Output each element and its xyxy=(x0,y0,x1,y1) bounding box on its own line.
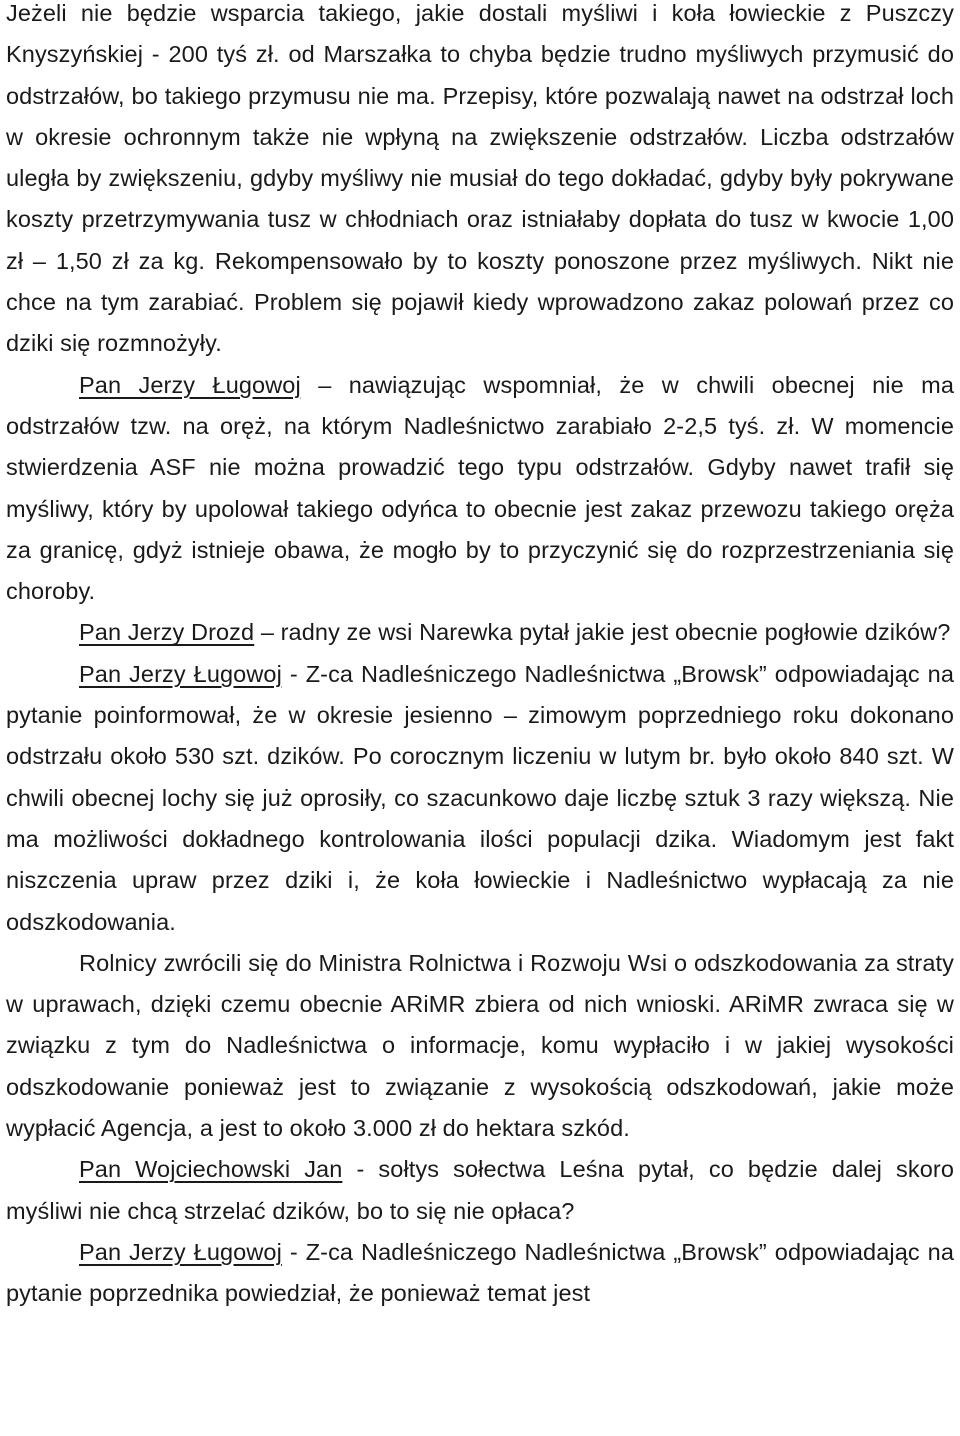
paragraph-lugowoj-statement xyxy=(6,365,954,613)
speaker-name: Pan Jerzy Ługowoj xyxy=(79,1238,282,1265)
paragraph-hunters-support xyxy=(6,0,954,365)
speaker-name: Pan Jerzy Drozd xyxy=(79,619,255,646)
speaker-name: Pan Jerzy Ługowoj xyxy=(79,371,301,398)
paragraph-text: - Z-ca Nadleśniczego Nadleśnictwa „Browsk” odpowiadając na pytanie poprzednika powiedział, że ponieważ temat jest xyxy=(6,1238,954,1307)
paragraph-text: Jeżeli nie będzie wsparcia takiego, jakie dostali myśliwi i koła łowieckie z Puszczy Knyszyńskiej - 200 tyś zł. od Marszałka to chyba będzie trudno myśliwych przymusić do odstrzałów, bo takiego przymusu nie ma. Przepisy, które pozwalają nawet na odstrzał loch w okresie ochronnym także nie wpłyną na zwiększenie odstrzałów. Liczba odstrzałów uległa by zwiększeniu, gdyby myśliwy nie musiał do tego dokładać, gdyby były pokrywane koszty przetrzymywania tusz w chłodniach oraz istniałaby dopłata do tusz w kwocie 1,00 zł – 1,50 zł za kg. Rekompensowało by to koszty ponoszone przez myśliwych. Nikt nie chce na tym zarabiać. Problem się pojawił kiedy wprowadzono zakaz polowań przez co dziki się rozmnożyły. xyxy=(6,0,954,357)
speaker-name: Pan Jerzy Ługowoj xyxy=(79,660,282,687)
paragraph-text: Rolnicy zwrócili się do Ministra Rolnictwa i Rozwoju Wsi o odszkodowania za straty w uprawach, dzięki czemu obecnie ARiMR zbiera od nich wnioski. ARiMR zwraca się w związku z tym do Nadleśnictwa o informacje, komu wypłaciło i w jakiej wysokości odszkodowanie ponieważ jest to związanie z wysokością odszkodowań, jakie może wypłacić Agencja, a jest to około 3.000 zł do hektara szkód. xyxy=(6,949,954,1142)
paragraph-wojciechowski-question xyxy=(6,1149,954,1232)
paragraph-text: - Z-ca Nadleśniczego Nadleśnictwa „Browsk” odpowiadając na pytanie poinformował, że w okresie jesienno – zimowym poprzedniego roku dokonano odstrzału około 530 szt. dzików. Po corocznym liczeniu w lutym br. było około 840 szt. W chwili obecnej lochy się już oprosiły, co szacunkowo daje liczbę sztuk 3 razy większą. Nie ma możliwości dokładnego kontrolowania ilości populacji dzika. Wiadomym jest fakt niszczenia upraw przez dziki i, że koła łowieckie i Nadleśnictwo wypłacają za nie odszkodowania. xyxy=(6,660,954,935)
paragraph-lugowoj-answer xyxy=(6,654,954,943)
paragraph-text: – radny ze wsi Narewka pytał jakie jest obecnie pogłowie dzików? xyxy=(254,619,951,646)
paragraph-text: – nawiązując wspomniał, że w chwili obecnej nie ma odstrzałów tzw. na oręż, na którym Nadleśnictwo zarabiało 2-2,5 tyś. zł. W momencie stwierdzenia ASF nie można prowadzić tego typu odstrzałów. Gdyby nawet trafił się myśliwy, który by upolował takiego odyńca to obecnie jest zakaz przewozu takiego oręża za granicę, gdyż istnieje obawa, że mogło by to przyczynić się do rozprzestrzeniania się choroby. xyxy=(6,371,954,605)
paragraph-lugowoj-reply xyxy=(6,1232,954,1315)
paragraph-farmers-compensation xyxy=(6,943,954,1149)
paragraph-drozd-question xyxy=(6,612,954,653)
paragraph-text: - sołtys sołectwa Leśna pytał, co będzie dalej skoro myśliwi nie chcą strzelać dzików, bo to się nie opłaca? xyxy=(6,1156,954,1224)
speaker-name: Pan Wojciechowski Jan xyxy=(79,1156,343,1183)
